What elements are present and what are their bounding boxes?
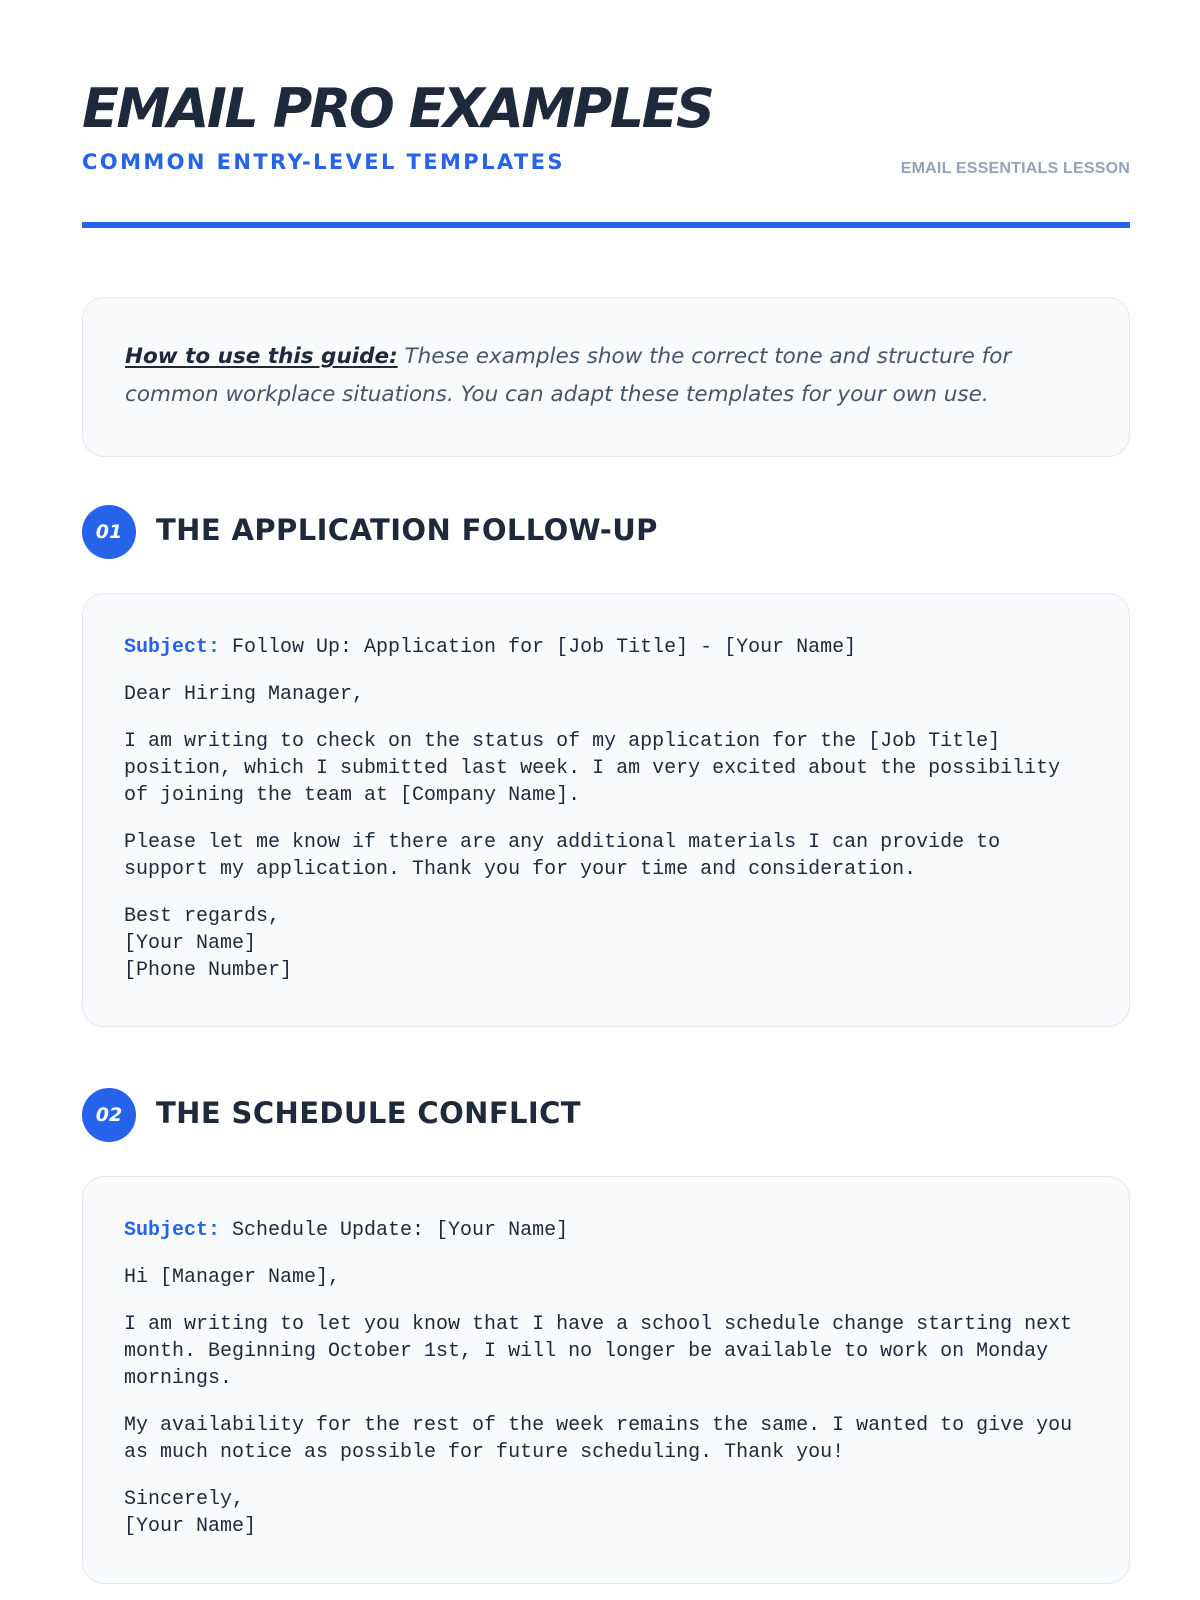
guide-label: How to use this guide: <box>125 344 398 369</box>
page-header <box>82 0 1130 230</box>
subject-text: Schedule Update: [Your Name] <box>220 1219 569 1242</box>
page-title: EMAIL PRO EXAMPLES <box>82 77 713 140</box>
section-number-badge: 01 <box>82 505 136 559</box>
email-paragraph: I am writing to let you know that I have a school schedule change starting next month. Beginning October 1st, I will no longer be available to work on Monday mornings. <box>124 1313 1085 1390</box>
email-greeting: Dear Hiring Manager, <box>124 683 365 706</box>
email-greeting: Hi [Manager Name], <box>124 1266 341 1289</box>
section-heading-application-follow-up <box>82 505 1130 559</box>
guide-callout <box>82 297 1130 457</box>
header-divider <box>82 222 1130 228</box>
email-signoff: Sincerely, [Your Name] <box>124 1488 257 1538</box>
guide-body: These examples show the correct tone and structure for common workplace situations. You can adapt these templates for your own use. <box>125 344 1012 407</box>
guide-text <box>125 338 1089 414</box>
section-title: THE SCHEDULE CONFLICT <box>156 1096 581 1130</box>
subject-label: Subject: <box>124 636 221 659</box>
email-paragraph: My availability for the rest of the week remains the same. I wanted to give you as much notice as possible for future scheduling. Thank you! <box>124 1414 1085 1464</box>
page-subtitle: COMMON ENTRY-LEVEL TEMPLATES <box>82 150 565 174</box>
email-subject-line <box>124 634 1089 661</box>
email-paragraph: I am writing to check on the status of my application for the [Job Title] position, which I submitted last week. I am very excited about the possibility of joining the team at [Company Name]. <box>124 730 1073 807</box>
lesson-tag: EMAIL ESSENTIALS LESSON <box>900 160 1130 177</box>
subject-label: Subject: <box>124 1219 221 1242</box>
email-subject-line <box>124 1217 1089 1244</box>
subject-text: Follow Up: Application for [Job Title] - [Your Name] <box>220 636 857 659</box>
email-template-application-follow-up <box>82 593 1130 1027</box>
section-number-badge: 02 <box>82 1088 136 1142</box>
section-heading-schedule-conflict <box>82 1088 1130 1142</box>
email-paragraph: Please let me know if there are any additional materials I can provide to support my application. Thank you for your time and consideration. <box>124 831 1013 881</box>
document-page <box>82 0 1130 1538</box>
email-signoff: Best regards, [Your Name] [Phone Number] <box>124 905 293 982</box>
section-title: THE APPLICATION FOLLOW-UP <box>156 513 658 547</box>
email-template-schedule-conflict <box>82 1176 1130 1584</box>
